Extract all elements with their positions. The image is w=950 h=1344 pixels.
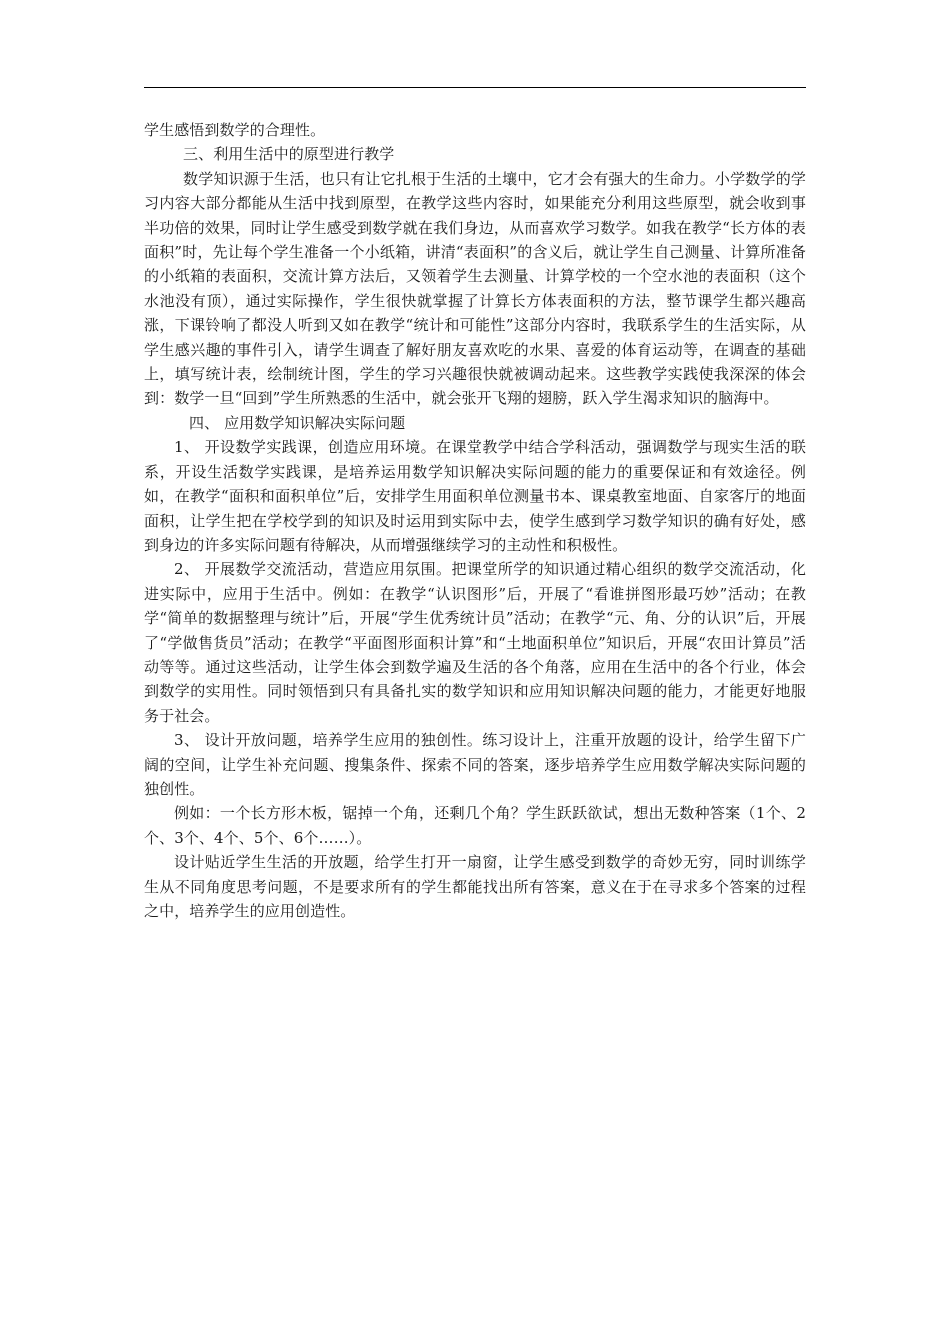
document-body (144, 118, 806, 923)
paragraph-continuation: 学生感悟到数学的合理性。 (144, 121, 326, 139)
header-rule (144, 87, 806, 88)
paragraph-item-1: 1、 开设数学实践课，创造应用环境。在课堂教学中结合学科活动，强调数学与现实生活的联系，开设生活数学实践课，是培养运用数学知识解决实际问题的能力的重要保证和有效途径。例如，在教学“面积和面积单位”后，安排学生用面积单位测量书本、课桌教室地面、自家客厅的地面面积，让学生把在学校学到的知识及时运用到实际中去，使学生感到学习数学知识的确有好处，感到身边的许多实际问题有待解决，从而增强继续学习的主动性和积极性。 (144, 438, 806, 554)
section-heading-4: 四、 应用数学知识解决实际问题 (189, 413, 406, 432)
paragraph-prototypes: 数学知识源于生活，也只有让它扎根于生活的土壤中，它才会有强大的生命力。小学数学的学习内容大部分都能从生活中找到原型，在教学这些内容时，如果能充分利用这些原型，就会收到事半功倍的效果，同时让学生感受到数学就在我们身边，从而喜欢学习数学。如我在教学“长方体的表面积”时，先让每个学生准备一个小纸箱，讲清“表面积”的含义后，就让学生自己测量、计算所准备的小纸箱的表面积，交流计算方法后，又领着学生去测量、计算学校的一个空水池的表面积（这个水池没有顶），通过实际操作，学生很快就掌握了计算长方体表面积的方法，整节课学生都兴趣高涨，下课铃响了都没人听到又如在教学“统计和可能性”这部分内容时，我联系学生的生活实际，从学生感兴趣的事件引入，请学生调查了解好朋友喜欢吃的水果、喜爱的体育运动等，在调查的基础上，填写统计表，绘制统计图，学生的学习兴趣很快就被调动起来。这些教学实践使我深深的体会到：数学一旦“回到”学生所熟悉的生活中，就会张开飞翔的翅膀，跃入学生渴求知识的脑海中。 (144, 169, 806, 408)
paragraph-item-3: 3、 设计开放问题，培养学生应用的独创性。练习设计上，注重开放题的设计，给学生留下广阔的空间，让学生补充问题、搜集条件、探索不同的答案，逐步培养学生应用数学解决实际问题的独创性。 (144, 731, 806, 798)
paragraph-item-2: 2、 开展数学交流活动，营造应用氛围。把课堂所学的知识通过精心组织的数学交流活动，化进实际中，应用于生活中。例如：在教学“认识图形”后，开展了“看谁拼图形最巧妙”活动；在教学“简单的数据整理与统计”后，开展“学生优秀统计员”活动；在教学“元、角、分的认识”后，开展了“学做售货员”活动；在教学“平面图形面积计算”和“土地面积单位”知识后，开展“农田计算员”活动等等。通过这些活动，让学生体会到数学遍及生活的各个角落，应用在生活中的各个行业，体会到数学的实用性。同时领悟到只有具备扎实的数学知识和应用知识解决问题的能力，才能更好地服务于社会。 (144, 560, 806, 725)
paragraph-conclusion: 设计贴近学生生活的开放题，给学生打开一扇窗，让学生感受到数学的奇妙无穷，同时训练学生从不同角度思考问题，不是要求所有的学生都能找出所有答案，意义在于在寻求多个答案的过程之中，培养学生的应用创造性。 (144, 853, 806, 920)
section-heading-3: 三、利用生活中的原型进行教学 (183, 145, 395, 164)
paragraph-example: 例如：一个长方形木板，锯掉一个角，还剩几个角？学生跃跃欲试，想出无数种答案（1个、2个、3个、4个、5个、6个……）。 (144, 804, 806, 847)
